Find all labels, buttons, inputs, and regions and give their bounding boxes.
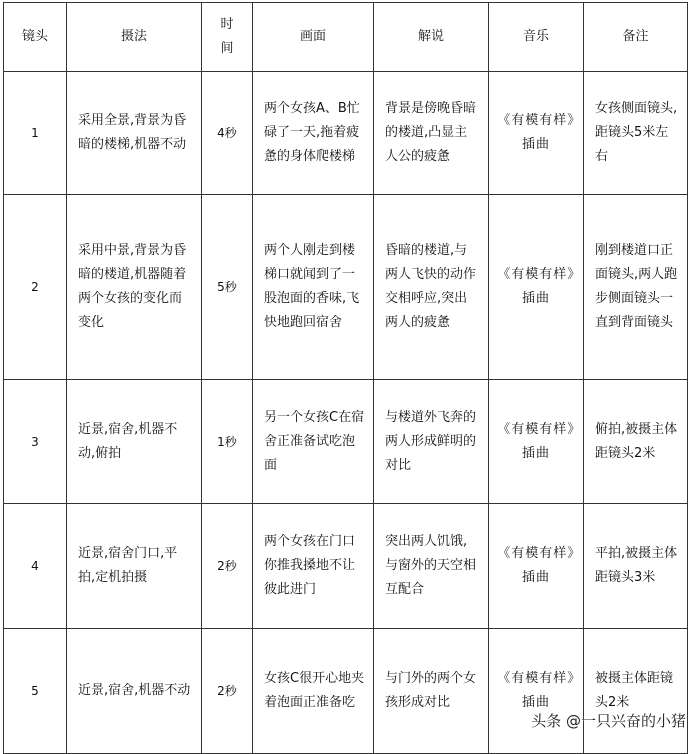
header-scene: 画面 [253, 3, 374, 72]
cell-scene: 另一个女孩C在宿舍正准备试吃泡面 [253, 380, 374, 504]
table-row [4, 380, 688, 504]
cell-music: 《有模有样》插曲 [489, 504, 584, 629]
header-time: 时 间 [202, 3, 253, 72]
cell-narration: 与楼道外飞奔的两人形成鲜明的对比 [374, 380, 489, 504]
cell-method: 采用中景,背景为昏暗的楼道,机器随着两个女孩的变化而变化 [67, 195, 202, 380]
cell-note: 俯拍,被摄主体距镜头2米 [584, 380, 688, 504]
cell-scene: 两个女孩在门口你推我搡地不让彼此进门 [253, 504, 374, 629]
cell-narration: 与门外的两个女孩形成对比 [374, 629, 489, 754]
cell-note: 女孩侧面镜头,距镜头5米左右 [584, 72, 688, 195]
cell-time: 1秒 [202, 380, 253, 504]
cell-method: 近景,宿舍门口,平拍,定机拍摄 [67, 504, 202, 629]
cell-time: 5秒 [202, 195, 253, 380]
cell-scene: 女孩C很开心地夹着泡面正准备吃 [253, 629, 374, 754]
cell-method: 近景,宿舍,机器不动,俯拍 [67, 380, 202, 504]
cell-time: 2秒 [202, 504, 253, 629]
cell-note: 平拍,被摄主体距镜头3米 [584, 504, 688, 629]
cell-method: 近景,宿舍,机器不动 [67, 629, 202, 754]
cell-shot-no: 4 [4, 504, 67, 629]
cell-note: 被摄主体距镜头2米 [584, 629, 688, 754]
table-row [4, 72, 688, 195]
cell-shot-no: 1 [4, 72, 67, 195]
cell-shot-no: 2 [4, 195, 67, 380]
cell-shot-no: 3 [4, 380, 67, 504]
header-note: 备注 [584, 3, 688, 72]
cell-music: 《有模有样》插曲 [489, 629, 584, 754]
cell-scene: 两个人刚走到楼梯口就闻到了一股泡面的香味,飞快地跑回宿舍 [253, 195, 374, 380]
table-row [4, 629, 688, 754]
cell-shot-no: 5 [4, 629, 67, 754]
table-row [4, 504, 688, 629]
cell-method: 采用全景,背景为昏暗的楼梯,机器不动 [67, 72, 202, 195]
cell-time: 4秒 [202, 72, 253, 195]
cell-note: 刚到楼道口正面镜头,两人跑步侧面镜头一直到背面镜头 [584, 195, 688, 380]
cell-narration: 突出两人饥饿,与窗外的天空相互配合 [374, 504, 489, 629]
header-row [4, 3, 688, 72]
header-shot: 镜头 [4, 3, 67, 72]
watermark: 头条 @一只兴奋的小猪 [531, 712, 686, 730]
table-row [4, 195, 688, 380]
cell-narration: 背景是傍晚昏暗的楼道,凸显主人公的疲惫 [374, 72, 489, 195]
cell-time: 2秒 [202, 629, 253, 754]
header-music: 音乐 [489, 3, 584, 72]
cell-narration: 昏暗的楼道,与两人飞快的动作交相呼应,突出两人的疲惫 [374, 195, 489, 380]
cell-music: 《有模有样》插曲 [489, 72, 584, 195]
cell-music: 《有模有样》插曲 [489, 195, 584, 380]
cell-scene: 两个女孩A、B忙碌了一天,拖着疲惫的身体爬楼梯 [253, 72, 374, 195]
cell-music: 《有模有样》插曲 [489, 380, 584, 504]
storyboard-table [3, 2, 688, 754]
header-narration: 解说 [374, 3, 489, 72]
header-method: 摄法 [67, 3, 202, 72]
